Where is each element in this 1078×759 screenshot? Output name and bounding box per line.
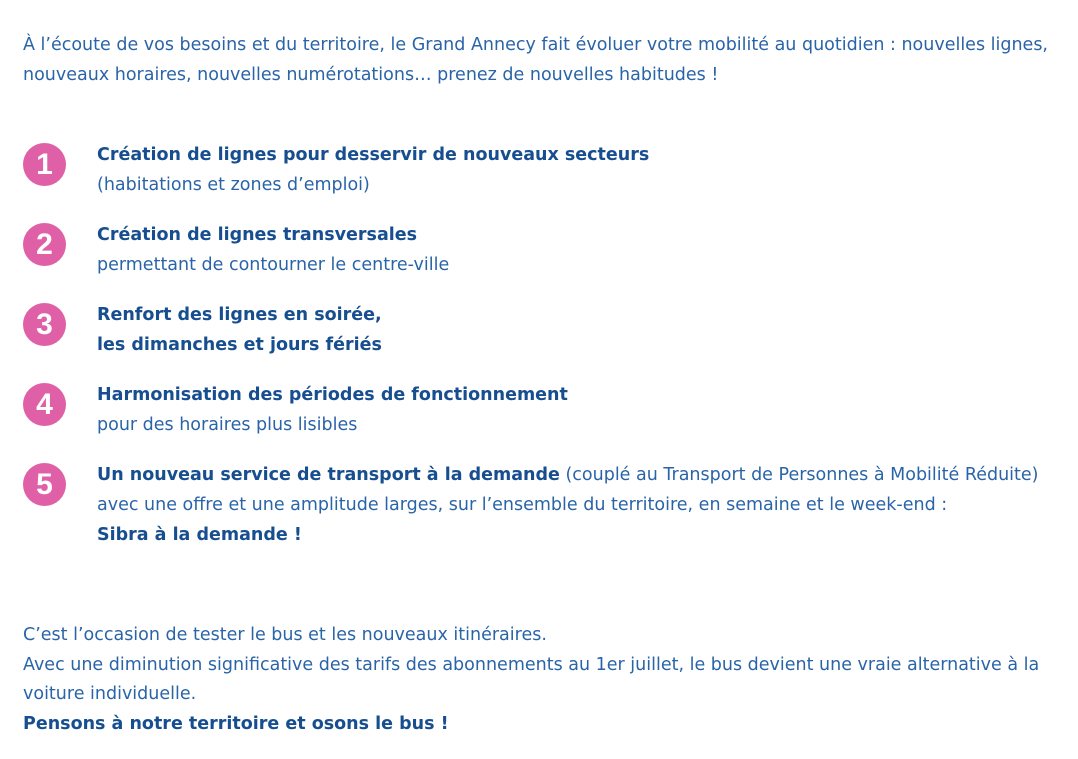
intro-line-1: À l’écoute de vos besoins et du territoire, le Grand Annecy fait évoluer votre mobilité au quotidien : nouvelles lignes, [23, 35, 1048, 55]
list-item-1-text [97, 140, 1067, 200]
number-badge-4: 4 [23, 383, 66, 426]
list-item-1-title: Création de lignes pour desservir de nouveaux secteurs [97, 145, 650, 165]
outro-line-1: C’est l’occasion de tester le bus et les nouveaux itinéraires. [23, 625, 547, 645]
list-item-5-title-suffix: (couplé au Transport de Personnes à Mobilité Réduite) [559, 465, 1039, 485]
list-item-1-detail: (habitations et zones d’emploi) [97, 175, 370, 195]
list-item-3-title-line-2: les dimanches et jours fériés [97, 335, 382, 355]
number-badge-3: 3 [23, 303, 66, 346]
list-item-3-title: Renfort des lignes en soirée, [97, 305, 382, 325]
number-badge-5: 5 [23, 463, 66, 506]
list-item-5-cta: Sibra à la demande ! [97, 525, 302, 545]
list-item-2-text [97, 220, 1067, 280]
list-item-4-text [97, 380, 1067, 440]
list-item-2-detail: permettant de contourner le centre-ville [97, 255, 450, 275]
list-item-5-title: Un nouveau service de transport à la demande [97, 465, 560, 485]
intro-line-2: nouveaux horaires, nouvelles numérotations… prenez de nouvelles habitudes ! [23, 65, 719, 85]
list-item-4-detail: pour des horaires plus lisibles [97, 415, 358, 435]
outro-line-3: voiture individuelle. [23, 684, 197, 704]
list-item-4-title: Harmonisation des périodes de fonctionnement [97, 385, 568, 405]
intro-paragraph [23, 30, 1073, 90]
outro-cta: Pensons à notre territoire et osons le bus ! [23, 713, 449, 734]
list-item-5-text [97, 460, 1067, 550]
list-item-5-detail: avec une offre et une amplitude larges, sur l’ensemble du territoire, en semaine et le week-end : [97, 495, 948, 515]
number-badge-2: 2 [23, 223, 66, 266]
list-item-5-first-line [97, 460, 1067, 490]
number-badge-1: 1 [23, 143, 66, 186]
list-item-3-text [97, 300, 1067, 360]
outro-paragraph [23, 621, 1073, 739]
list-item-2-title: Création de lignes transversales [97, 225, 418, 245]
outro-line-2: Avec une diminution significative des tarifs des abonnements au 1er juillet, le bus devient une vraie alternative à la [23, 654, 1040, 675]
